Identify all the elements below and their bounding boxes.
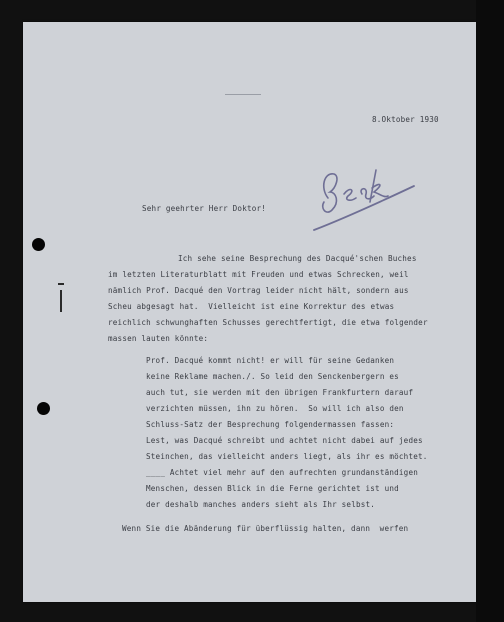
body-line: Scheu abgesagt hat. Vielleicht ist eine Korrektur des etwas bbox=[108, 302, 395, 311]
quote-line: Steinchen, das vielleicht anders liegt, als ihr es möchtet. bbox=[146, 452, 428, 461]
quote-line: der deshalb manches anders sieht als Ihr selbst. bbox=[146, 500, 376, 509]
letter-page bbox=[23, 22, 476, 602]
body-line: reichlich schwunghaften Schusses gerechtfertigt, die etwa folgender bbox=[108, 318, 428, 327]
quote-line: auch tut, sie werden mit den übrigen Frankfurtern darauf bbox=[146, 388, 414, 397]
quote-line: Schluss-Satz der Besprechung folgendermassen fassen: bbox=[146, 420, 395, 429]
quote-line: Lest, was Dacqué schreibt und achtet nicht dabei auf jedes bbox=[146, 436, 423, 445]
body-line: massen lauten könnte: bbox=[108, 334, 209, 343]
handwritten-initials bbox=[310, 158, 420, 238]
letter-date: 8.Oktober 1930 bbox=[372, 115, 439, 124]
header-rule bbox=[225, 94, 261, 95]
quote-line: ____ Achtet viel mehr auf den aufrechten grundanständigen bbox=[146, 468, 418, 477]
body-line: im letzten Literaturblatt mit Freuden und etwas Schrecken, weil bbox=[108, 270, 409, 279]
margin-mark bbox=[58, 283, 64, 285]
closing-line: Wenn Sie die Abänderung für überflüssig halten, dann werfen bbox=[122, 524, 409, 533]
quote-line: Prof. Dacqué kommt nicht! er will für seine Gedanken bbox=[146, 356, 395, 365]
salutation: Sehr geehrter Herr Doktor! bbox=[142, 204, 267, 213]
quote-line: Menschen, dessen Blick in die Ferne gerichtet ist und bbox=[146, 484, 399, 493]
quote-line: verzichten müssen, ihn zu hören. So will ich also den bbox=[146, 404, 404, 413]
punch-hole-bottom bbox=[37, 402, 50, 415]
scan-border bbox=[476, 0, 504, 622]
body-line: nämlich Prof. Dacqué den Vortrag leider nicht hält, sondern aus bbox=[108, 286, 409, 295]
punch-hole-top bbox=[32, 238, 45, 251]
body-line: Ich sehe seine Besprechung des Dacqué'schen Buches bbox=[178, 254, 417, 263]
margin-mark bbox=[60, 290, 62, 312]
quote-line: keine Reklame machen./. So leid den Senckenbergern es bbox=[146, 372, 399, 381]
